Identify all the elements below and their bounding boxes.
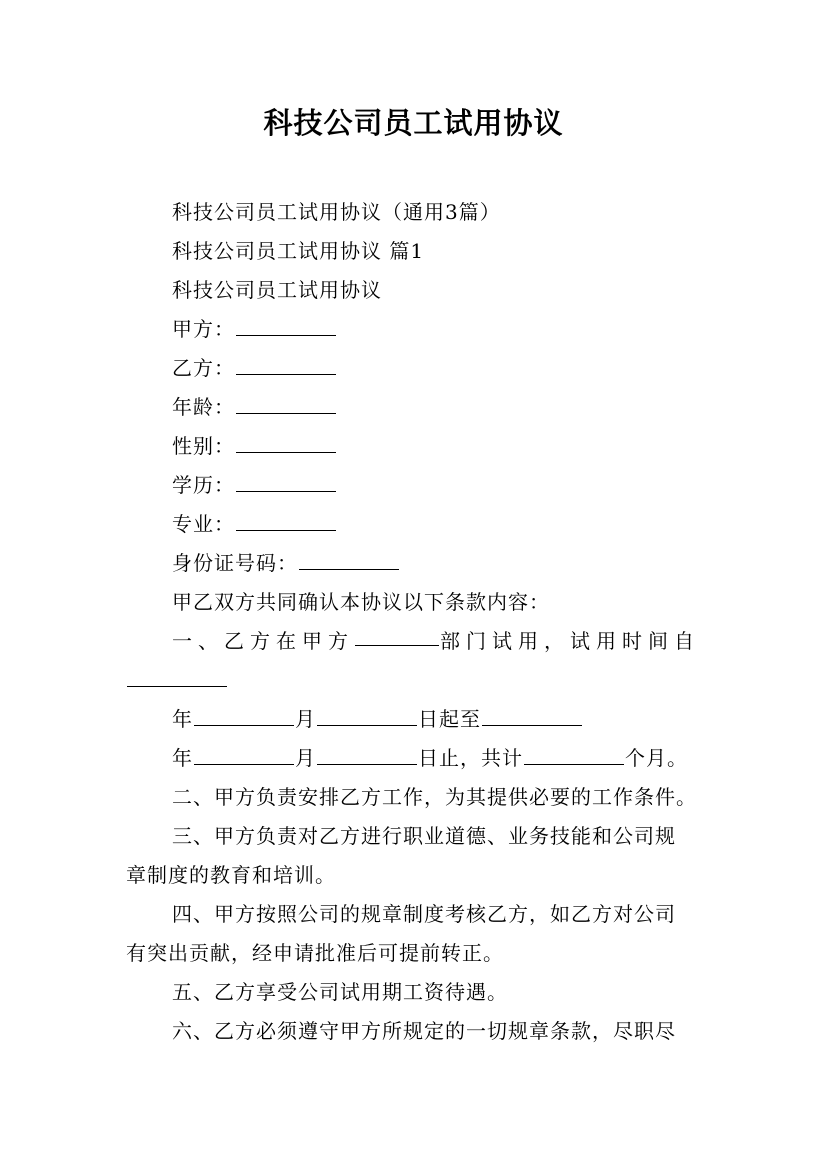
clause-1-line-2 [126,666,228,694]
field-label: 专业： [172,512,235,536]
clause-1-line-1 [172,627,700,655]
blank-line [482,707,582,726]
field-party-a [172,315,337,343]
blank-line [317,707,417,726]
blank-line [236,395,336,414]
intro-text: 甲乙双方共同确认本协议以下条款内容： [172,590,550,614]
from-year: 年 [172,707,193,731]
to-year: 年 [172,746,193,770]
field-label: 性别： [172,434,235,458]
field-gender [172,432,337,460]
field-major [172,510,337,538]
clause-1-to-line [172,744,688,772]
clause-1-part-2: 部门试用，试用时间自 [440,629,700,653]
blank-line [127,668,227,687]
from-month: 月 [295,707,316,731]
clause-2: 二、甲方负责安排乙方工作，为其提供必要的工作条件。 [172,785,697,809]
to-months: 个月。 [625,746,688,770]
to-month: 月 [295,746,316,770]
agreement-name: 科技公司员工试用协议 [172,278,382,302]
field-label: 甲方： [172,317,235,341]
document-title: 科技公司员工试用协议 [263,106,564,140]
field-age [172,393,337,421]
field-label: 学历： [172,473,235,497]
blank-line [236,512,336,531]
clause-3-line-1: 三、甲方负责对乙方进行职业道德、业务技能和公司规 [172,824,676,848]
clause-5: 五、乙方享受公司试用期工资待遇。 [172,980,508,1004]
blank-line [236,434,336,453]
to-day: 日止，共计 [418,746,523,770]
blank-line [236,356,336,375]
from-day: 日起至 [418,707,481,731]
field-party-b [172,354,337,382]
clause-1-from-line [172,705,583,733]
field-id-number [172,549,400,577]
clause-6-line-1: 六、乙方必须遵守甲方所规定的一切规章条款，尽职尽 [172,1019,676,1043]
clause-4-line-1: 四、甲方按照公司的规章制度考核乙方，如乙方对公司 [172,902,676,926]
blank-line [317,746,417,765]
blank-line [236,317,336,336]
blank-line [299,551,399,570]
blank-line [355,627,439,646]
blank-line [236,473,336,492]
field-label: 年龄： [172,395,235,419]
clause-1-part-1: 一、乙方在甲方 [172,629,354,653]
field-education [172,471,337,499]
document-subtitle: 科技公司员工试用协议（通用3篇） [172,200,501,224]
blank-line [524,746,624,765]
clause-4-line-2: 有突出贡献，经申请批准后可提前转正。 [126,941,504,965]
section-heading: 科技公司员工试用协议 篇1 [172,239,425,263]
blank-line [194,707,294,726]
clause-3-line-2: 章制度的教育和培训。 [126,863,336,887]
blank-line [194,746,294,765]
field-label: 乙方： [172,356,235,380]
field-label: 身份证号码： [172,551,298,575]
